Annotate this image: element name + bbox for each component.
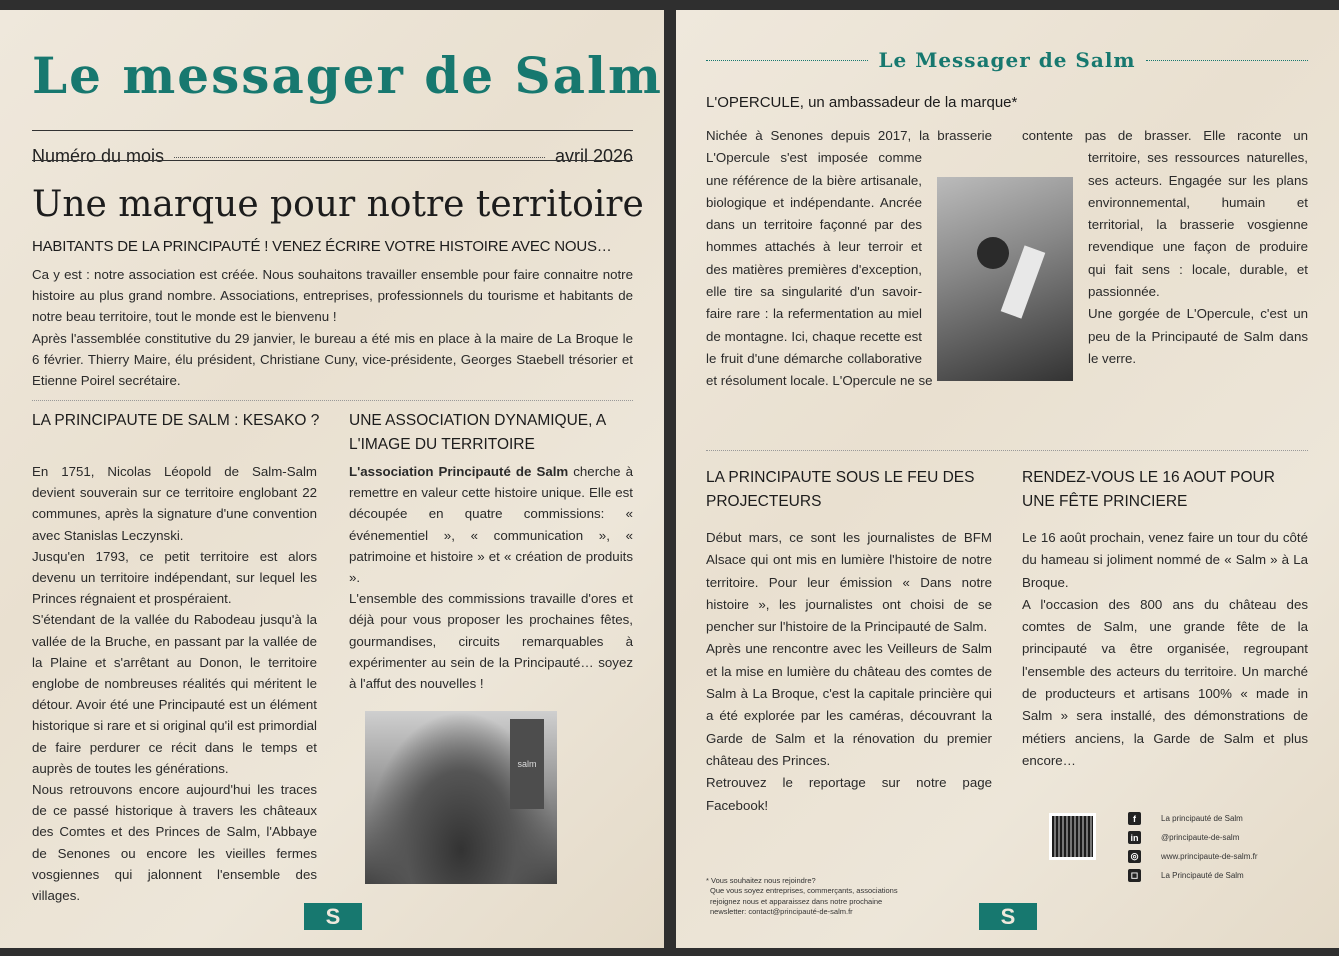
leader-dots — [174, 157, 545, 158]
masthead-title: Le messager de Salm — [32, 46, 663, 105]
paragraph: Jusqu'en 1793, ce petit territoire est alors devenu un territoire indépendant, sur lequel les Princes régnaient et prospéraient. — [32, 548, 317, 607]
footnote-line: rejoignez nous et apparaissez dans notre prochaine — [710, 896, 883, 906]
issue-label: Numéro du mois — [32, 146, 165, 166]
col-right-heading: RENDEZ-VOUS LE 16 AOUT POUR UNE FÊTE PRINCIERE — [1022, 469, 1275, 510]
col-left-heading: LA PRINCIPAUTE DE SALM : KESAKO ? — [32, 412, 320, 429]
social-website[interactable] — [1128, 850, 1257, 863]
paragraph: Le 16 août prochain, venez faire un tour du côté du hameau si joliment nommé de « Salm » à La Broque. — [1022, 530, 1308, 590]
salm-logo: S — [979, 903, 1037, 930]
leader-dots — [706, 60, 868, 61]
intro-heading: HABITANTS DE LA PRINCIPAUTÉ ! VENEZ ÉCRIRE VOTRE HISTOIRE AVEC NOUS… — [32, 238, 612, 255]
col-left-text — [32, 461, 317, 906]
paragraph: Nous retrouvons encore aujourd'hui les traces de ce passé historique à travers les châteaux des Comtes et des Princes de Salm, l'Abbaye de Senones ou encore les vieilles fermes vosgiennes qui jalonnent l'ensemble des villages. — [32, 782, 317, 904]
intro-text — [32, 264, 633, 391]
divider — [32, 160, 633, 161]
separator — [706, 450, 1308, 451]
social-linkedin[interactable] — [1128, 831, 1239, 844]
paragraph: Après l'assemblée constitutive du 29 janvier, le bureau a été mis en place à la maire de La Broque le 6 février. Thierry Maire, élu président, Christiane Cuny, vice-présidente, Georges Staebell trésorier et Etienne Poirel secrétaire. — [32, 330, 633, 389]
masthead-title: Le Messager de Salm — [878, 48, 1136, 72]
issue-line — [32, 146, 633, 167]
paragraph: Après une rencontre avec les Veilleurs de Salm et la mise en lumière du château des comtes de Salm à La Broque, c'est la capitale princière qui a été explorée par les caméras, découvrant la Garde de Salm et la rénovation du premier château des Princes. — [706, 641, 992, 768]
web-icon: ◎ — [1128, 850, 1141, 863]
social-label: @principaute-de-salm — [1161, 833, 1240, 842]
instagram-icon: ◻ — [1128, 869, 1141, 882]
footnote-contact: newsletter: contact@principauté-de-salm.fr — [710, 906, 853, 916]
brewer-photo — [937, 177, 1073, 381]
divider — [32, 130, 633, 131]
col-left-heading: LA PRINCIPAUTE SOUS LE FEU DES PROJECTEURS — [706, 469, 975, 510]
separator — [32, 400, 633, 401]
footnote-line: * Vous souhaitez nous rejoindre? — [706, 876, 816, 885]
association-name: L'association Principauté de Salm — [349, 464, 569, 479]
social-facebook[interactable] — [1128, 812, 1243, 825]
running-header — [706, 48, 1308, 72]
leader-dots — [1146, 60, 1308, 61]
person-head — [977, 237, 1009, 269]
paragraph: Retrouvez le reportage sur notre page Facebook! — [706, 775, 992, 813]
issue-date: avril 2026 — [554, 146, 633, 166]
paragraph: Nichée à Senones depuis 2017, la brasserie L'Opercule s'est imposée comme une référence de la bière artisanale, biologique et indépendante. Ancrée dans un territoire façonné par des hommes attachés à leur terroir et des matières premières d'exception, elle tire sa singularité d'un savoir-faire rare : la refermentation au miel de montagne. Ici, chaque recette est le fruit d'une démarche collaborative et résolument locale. L'Opercule ne se — [706, 128, 992, 389]
col-right-text — [1022, 527, 1308, 772]
paragraph: contente pas de brasser. Elle raconte un territoire, ses ressources naturelles, ses acteurs. Engagée sur les plans environnemental, humain et territorial, la brasserie vosgienne revendique une façon de produire qui fait sens : locale, durable, et passionnée. — [1022, 128, 1308, 300]
col-left-text — [706, 527, 992, 817]
paragraph: Ca y est : notre association est créée. Nous souhaitons travailler ensemble pour faire connaitre notre histoire au plus grand nombre. Associations, entreprises, professionnels du tourisme et habitants de notre beau territoire, tout le monde est le bienvenu ! — [32, 267, 633, 325]
social-label: La Principauté de Salm — [1161, 871, 1244, 880]
assembly-photo — [365, 711, 557, 884]
social-label: www.principaute-de-salm.fr — [1161, 852, 1258, 861]
paragraph: cherche à remettre en valeur cette histoire unique. Elle est découpée en quatre commissions: « événementiel », « communication », « patrimoine et histoire » et « création de produits ». — [349, 464, 633, 586]
salm-logo: S — [304, 903, 362, 930]
qr-code[interactable] — [1049, 813, 1096, 860]
headline: Une marque pour notre territoire — [32, 184, 644, 225]
footnote-line: Que vous soyez entreprises, commerçants, associations — [710, 886, 898, 896]
paragraph: A l'occasion des 800 ans du château des comtes de Salm, une grande fête de la principauté va être organisée, regroupant l'ensemble des acteurs du territoire. Un marché de producteurs et artisans 100% « made in Salm » sera installé, des démonstrations de métiers anciens, la Garde de Salm et plus encore… — [1022, 596, 1308, 768]
linkedin-icon: in — [1128, 831, 1141, 844]
paragraph: S'étendant de la vallée du Rabodeau jusqu'à la vallée de la Bruche, en passant par la vallée de la Plaine et s'arrêtant au Donon, le territoire englobe de nombreuses réalités qui méritent le détour. Avoir été une Principauté est un élément historique si rare et si original qu'il est primordial de faire perdurer ce récit dans le temps et auprès de toutes les générations. — [32, 612, 317, 776]
footnote — [706, 876, 898, 917]
facebook-icon: f — [1128, 812, 1141, 825]
newsletter-page-2 — [676, 10, 1339, 948]
paragraph: En 1751, Nicolas Léopold de Salm-Salm devient souverain sur ce territoire englobant 22 communes, après la signature d'une convention avec Stanislas Leczynski. — [32, 464, 317, 543]
banner-sign: salm — [510, 719, 544, 809]
col-right-heading: UNE ASSOCIATION DYNAMIQUE, A L'IMAGE DU TERRITOIRE — [349, 412, 606, 453]
newsletter-page-1 — [0, 10, 664, 948]
feature-heading: L'OPERCULE, un ambassadeur de la marque* — [706, 94, 1018, 111]
paragraph: L'ensemble des commissions travaille d'ores et déjà pour vous proposer les prochaines fêtes, gourmandises, circuits remarquables à expérimenter au sein de la Principauté… soyez à l'affut des nouvelles ! — [349, 591, 633, 692]
social-label: La principauté de Salm — [1161, 814, 1243, 823]
col-right-text — [349, 461, 633, 694]
paragraph: Une gorgée de L'Opercule, c'est un peu de la Principauté de Salm dans le verre. — [1088, 306, 1308, 366]
social-instagram[interactable] — [1128, 869, 1244, 882]
paragraph: Début mars, ce sont les journalistes de BFM Alsace qui ont mis en lumière l'histoire de notre territoire. Pour leur émission « Dans notre histoire », les journalistes ont choisi de se pencher sur l'histoire de la Principauté de Salm. — [706, 530, 992, 635]
